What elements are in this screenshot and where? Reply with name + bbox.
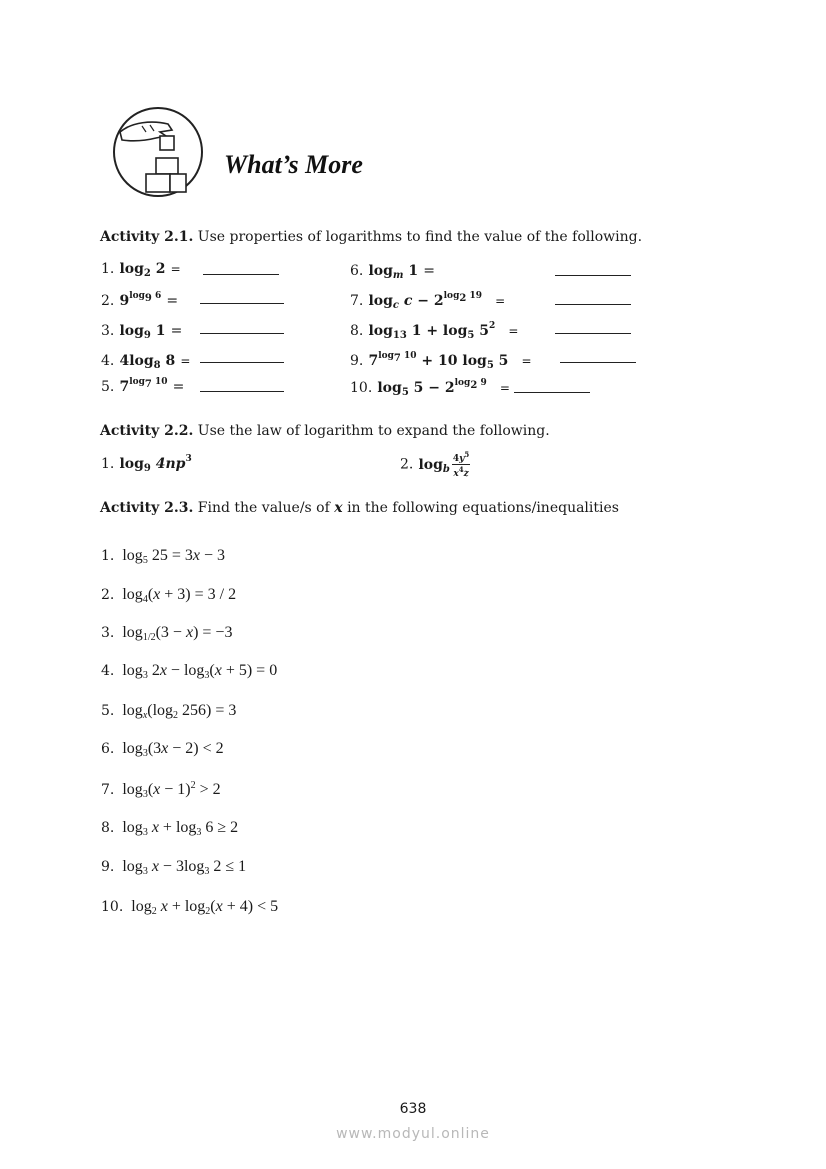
list-item (350, 260, 435, 281)
list-item (101, 290, 178, 309)
item-number: 5. (101, 703, 115, 719)
list-item (350, 350, 532, 371)
item-number: 2. (400, 456, 414, 473)
item-number: 10. (101, 899, 124, 915)
answer-blank[interactable] (555, 304, 631, 305)
item-expression: $\log_2 x + \log_2(x + 4) < 5$ (127, 898, 279, 917)
list-item (101, 662, 277, 681)
equals-sign: = (166, 293, 179, 309)
item-expression: $4\log_8$ 8 (119, 353, 176, 371)
list-item (101, 258, 181, 279)
answer-blank[interactable] (560, 362, 636, 363)
item-expression: $\log_4(x + 3) = 3 / 2$ (118, 586, 237, 605)
equals-sign: = (521, 354, 532, 368)
answer-blank[interactable] (200, 333, 284, 334)
list-item (101, 320, 182, 341)
item-number: 6. (101, 741, 115, 757)
activity-heading (100, 229, 642, 245)
list-item (101, 376, 184, 395)
activity-heading (100, 500, 619, 516)
answer-blank[interactable] (555, 333, 631, 334)
activity-label: Activity 2.2. (100, 423, 194, 439)
item-expression: $7^{log_7 10}$ (119, 377, 168, 395)
item-expression: $\log_b$ $\frac{4y^5}{x^4z}$ (418, 450, 470, 479)
item-number: 8. (101, 820, 115, 836)
item-number: 1. (101, 261, 115, 277)
item-expression: $\log_m 1$ (368, 263, 419, 281)
list-item (101, 819, 238, 838)
activity-instruction: in the following equations/inequalities (347, 500, 619, 516)
hand-stacking-blocks-icon (112, 106, 204, 198)
list-item (101, 780, 221, 800)
list-item (101, 740, 224, 759)
item-number: 7. (350, 293, 364, 309)
answer-blank[interactable] (203, 274, 279, 275)
equals-sign: = (180, 354, 191, 368)
item-expression: $\log_9 1$ (119, 323, 166, 341)
item-expression: $\log_{13} 1 + \log_5 5^2$ (368, 321, 496, 341)
item-expression: $\log_3 x + \log_3 6 \ge 2$ (118, 819, 239, 838)
equals-sign: = (499, 381, 510, 395)
activity-instruction: Use properties of logarithms to find the value of the following. (197, 229, 643, 245)
item-expression: $\log_2 2$ (119, 261, 166, 279)
activity-label: Activity 2.3. (100, 500, 194, 516)
list-item (350, 377, 510, 398)
item-number: 9. (350, 353, 364, 369)
activity-instruction: Find the value/s of (197, 500, 330, 516)
list-item (350, 320, 518, 341)
item-number: 2. (101, 587, 115, 603)
page-number: 638 (399, 1101, 427, 1117)
watermark: www.modyul.online (336, 1126, 490, 1142)
answer-blank[interactable] (514, 392, 590, 393)
item-expression: $\log_3(x - 1)^2 > 2$ (118, 780, 221, 800)
list-item (101, 547, 225, 566)
variable-x: x (334, 500, 343, 516)
equals-sign: = (495, 294, 506, 308)
item-number: 1. (101, 456, 115, 472)
item-number: 7. (101, 782, 115, 798)
item-number: 9. (101, 859, 115, 875)
item-number: 4. (101, 353, 115, 369)
item-expression: $\log_3 x - 3\log_3$ 2 ≤ 1 (118, 858, 247, 877)
item-expression: $\log_9 4np^3$ (119, 454, 192, 474)
item-number: 4. (101, 663, 115, 679)
equals-sign: = (172, 379, 185, 395)
item-number: 10. (350, 380, 373, 396)
item-expression: $\log_c c - 2^{log_2 19}$ (368, 291, 482, 311)
answer-blank[interactable] (555, 275, 631, 276)
item-number: 5. (101, 379, 115, 395)
list-item (350, 290, 505, 311)
item-expression: $7^{log_7 10} + 10$ $\log_5 5$ (368, 351, 509, 371)
list-item (101, 702, 236, 721)
equals-sign: = (508, 324, 519, 338)
list-item (101, 858, 246, 877)
equals-sign: = (170, 262, 181, 276)
item-expression: $\log_3(3x - 2) < 2$ (118, 740, 224, 759)
item-expression: $\log_3 2x - \log_3(x + 5) = 0$ (118, 662, 278, 681)
item-expression: $9^{log_9 6}$ (119, 291, 162, 309)
section-title: What’s More (224, 150, 363, 179)
answer-blank[interactable] (200, 391, 284, 392)
item-number: 8. (350, 323, 364, 339)
equals-sign: = (423, 263, 435, 279)
activity-heading (100, 423, 550, 439)
list-item (101, 586, 236, 605)
item-number: 1. (101, 548, 115, 564)
answer-blank[interactable] (200, 362, 284, 363)
item-number: 6. (350, 263, 364, 279)
list-item (101, 624, 232, 643)
equals-sign: = (170, 323, 183, 339)
item-expression: $\log_5 25 = 3x - 3$ (118, 547, 225, 566)
item-expression: $\log_5 5 - 2^{log_2 9}$ (377, 378, 487, 398)
answer-blank[interactable] (200, 303, 284, 304)
item-expression: $\log_{1/2}(3 - x) = -3$ (118, 624, 233, 643)
list-item (101, 350, 190, 371)
item-number: 3. (101, 625, 115, 641)
item-expression: $\log_x(\log_2$ 256) = 3 (118, 702, 237, 721)
activity-label: Activity 2.1. (100, 229, 194, 245)
list-item (400, 450, 470, 479)
item-number: 3. (101, 323, 115, 339)
activity-instruction: Use the law of logarithm to expand the following. (197, 423, 550, 439)
list-item (101, 453, 192, 474)
list-item (101, 898, 278, 917)
item-number: 2. (101, 293, 115, 309)
